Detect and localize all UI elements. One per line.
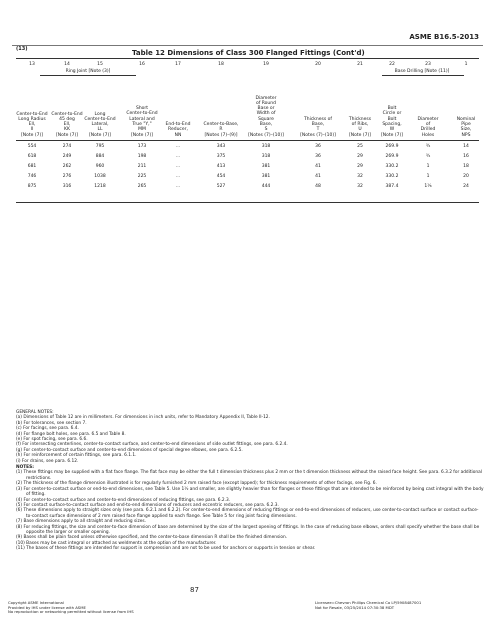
note-item: (9) Bases shall be plain faced unless otherwise specified, and the center-to-base dimension R shall be the finished dimension.: [16, 535, 288, 541]
column-header-line: S: [264, 127, 268, 133]
header-bottom-rule: [16, 140, 479, 141]
table-cell: 454: [216, 174, 226, 179]
column-header-line: Center-to-End: [16, 111, 48, 117]
note-item: (7) Base dimensions apply to all straight and reducing sizes.: [16, 519, 146, 525]
table-cell: 795: [95, 144, 105, 149]
column-header-line: Center-to-End: [51, 111, 83, 117]
footer-licensee: [315, 601, 421, 610]
general-notes-heading: GENERAL NOTES:: [16, 410, 54, 415]
column-header-line: End-to-End: [165, 122, 191, 128]
ring-joint-rule: [40, 75, 136, 76]
column-number: 21: [357, 62, 363, 67]
table-cell: 413: [216, 164, 226, 169]
footer-line: Licensee=Chevron Phillips Chemical Co LP/5908487001: [315, 600, 422, 605]
column-header: [457, 117, 476, 138]
note-item: (g) For center-to-contact surface and center-to-end dimensions of special degree elbows, see para. 6.2.5.: [16, 447, 243, 453]
note-item: (11) The bases of these fittings are intended for support in compression and are not to be used for anchors or supports in tension or shear.: [16, 546, 316, 552]
column-number: 1: [464, 62, 468, 67]
column-header-line: Reducer,: [168, 127, 188, 133]
column-header-line: [Note (7)]: [381, 132, 403, 138]
table-cell: ...: [175, 144, 181, 149]
column-header-line: Base,: [259, 122, 273, 128]
column-header: [166, 122, 191, 138]
table-cell: 265: [137, 184, 147, 189]
column-header-line: [Note (7)]: [21, 132, 43, 138]
table-cell: 1: [426, 174, 430, 179]
table-cell: ...: [175, 154, 181, 159]
column-header-line: [Note (7)]: [131, 132, 153, 138]
table-cell: 32: [357, 184, 363, 189]
table-cell: 527: [216, 184, 226, 189]
table-cell: ...: [175, 174, 181, 179]
table-cell: 330.2: [385, 174, 399, 179]
column-header-line: Diameter: [255, 95, 277, 101]
column-header-line: II: [30, 127, 34, 133]
column-header-line: Pipe: [461, 122, 471, 128]
column-header: [126, 106, 157, 138]
column-header-line: MM: [138, 127, 146, 133]
column-header-line: R: [219, 127, 223, 133]
column-number: 15: [97, 62, 103, 67]
column-header-line: [Note (7)]: [56, 132, 78, 138]
table-cell: ...: [175, 184, 181, 189]
table-cell: 375: [216, 154, 226, 159]
table-cell: ¾: [425, 144, 431, 149]
column-header-line: of Ribs,: [351, 122, 369, 128]
revision-marker: (13): [16, 46, 28, 52]
table-cell: 960: [95, 164, 105, 169]
notes-list: [16, 470, 484, 551]
column-header-line: Size,: [460, 127, 472, 133]
table-top-rule: [16, 58, 479, 59]
note-item: (5) For contact surface-to-contact surface and end-to-end dimensions of reducers and eccentric reducers, see para. 6.2.3.: [16, 502, 279, 508]
column-number: 18: [218, 62, 224, 67]
table-cell: 18: [463, 164, 469, 169]
table-cell: 25: [357, 144, 363, 149]
column-header-line: Lateral,: [91, 122, 109, 128]
table-cell: 262: [62, 164, 72, 169]
table-cell: 318: [261, 144, 271, 149]
column-header-line: Spacing,: [382, 122, 402, 128]
table-cell: 746: [27, 174, 37, 179]
table-cell: 316: [62, 184, 72, 189]
note-item: (10) Bases may be cast integral or attached as weldments at the option of the manufacturer.: [16, 540, 217, 546]
column-header-line: True "Y,": [132, 122, 152, 128]
table-cell: 274: [62, 144, 72, 149]
column-header: [204, 122, 239, 138]
table-cell: 24: [463, 184, 469, 189]
column-number: 22: [389, 62, 395, 67]
group-header-base-drilling: Base Drilling [Note (11)]: [394, 69, 450, 74]
table-cell: 269.9: [385, 144, 399, 149]
column-header-line: Holes: [421, 132, 435, 138]
table-title: Table 12 Dimensions of Class 300 Flanged Fittings (Cont'd): [132, 49, 365, 57]
column-header-line: LL: [97, 127, 103, 133]
table-cell: 1218: [94, 184, 106, 189]
column-header-line: Ell,: [63, 122, 71, 128]
table-cell: 1038: [94, 174, 106, 179]
group-header-ring-joint: Ring Joint [Note (3)]: [65, 69, 111, 74]
table-cell: 618: [27, 154, 37, 159]
column-header-line: Bolt: [387, 106, 397, 112]
column-header-line: Base or: [257, 106, 275, 112]
footer-line: Not for Resale, 03/25/2014 07:30:38 MDT: [315, 604, 395, 610]
column-header-line: T: [316, 127, 320, 133]
column-header-line: KK: [64, 127, 70, 133]
table-cell: 29: [357, 164, 363, 169]
table-cell: 444: [261, 184, 271, 189]
table-cell: 20: [463, 174, 469, 179]
table-cell: ¾: [425, 154, 431, 159]
column-header: [417, 117, 438, 138]
note-item: (b) For tolerances, see section 7.: [16, 420, 87, 426]
column-header-line: Width of: [256, 111, 276, 117]
table-cell: 330.2: [385, 164, 399, 169]
note-item: (e) For spot facing, see para. 6.6.: [16, 437, 88, 443]
note-item: (a) Dimensions of Table 12 are in millimeters. For dimensions in inch units, refer to Mandatory Appendix II, Table II-12.: [16, 415, 270, 421]
column-header-line: of: [425, 122, 431, 128]
column-header-line: Bolt: [387, 116, 397, 122]
note-item: (c) For facings, see para. 6.4.: [16, 426, 79, 432]
column-header-line: W: [389, 127, 395, 133]
column-header-line: Circle or: [382, 111, 402, 117]
column-header-line: Base,: [311, 122, 325, 128]
column-number: 20: [315, 62, 321, 67]
notes-section: [16, 410, 484, 552]
table-cell: 381: [261, 164, 271, 169]
column-header-line: Drilled: [420, 127, 436, 133]
note-item: (6) These dimensions apply to straight sizes only (see para. 6.2.1 and 6.2.2). For center-to-end dimensions of reducing fittings or end-to-end dimensions of reducers, use center-to-contact surface or contact surface-to-contact surface dimensions of 2 mm raised face flange applied to each flange. See Table 5 for ring joint facing dimensions.: [16, 508, 479, 519]
column-header-line: [Note (7)]: [89, 132, 111, 138]
footer-line: No reproduction or networking permitted without license from IHS: [8, 609, 134, 615]
note-item: (h) For reinforcement of certain fittings, see para. 6.1.1.: [16, 453, 137, 459]
column-header-line: NN: [174, 132, 182, 138]
column-header-line: Long: [94, 111, 106, 117]
column-header-line: Lateral and: [129, 116, 155, 122]
table-cell: 1⅛: [424, 184, 432, 189]
column-header-line: Center-to-End: [126, 111, 158, 117]
table-cell: 211: [137, 164, 147, 169]
column-header-line: [Notes (7)–(9)]: [204, 132, 238, 138]
table-cell: 29: [357, 154, 363, 159]
table-cell: 36: [315, 154, 321, 159]
column-header-line: NPS: [461, 132, 471, 138]
column-header: [51, 112, 82, 138]
column-header-line: Thickness: [348, 116, 372, 122]
table-cell: 48: [315, 184, 321, 189]
standard-header: ASME B16.5-2013: [409, 33, 479, 41]
note-item: (8) For reducing fittings, the size and center-to-face dimension of base are determined by the size of the largest opening of fittings. In the case of reducing base elbows, orders shall specify whether the base shall be opposite the larger or smaller opening.: [16, 524, 480, 535]
table-cell: 41: [315, 164, 321, 169]
column-header-line: U: [358, 127, 362, 133]
table-cell: 387.4: [385, 184, 399, 189]
notes-heading: NOTES:: [16, 465, 34, 471]
column-header-line: Thickness of: [303, 116, 332, 122]
note-item: (1) These fittings may be supplied with a flat face flange. The flat face may be either the full t dimension thickness plus 2 mm or the t dimension thickness without the raised face height. See para. 6.3.2 for additional restrictions.: [16, 470, 482, 481]
note-item: (f) For intersecting centerlines, center-to-contact surface, and center-to-end dimensions of side outlet fittings, see para. 6.2.4.: [16, 442, 288, 448]
table-cell: 884: [95, 154, 105, 159]
note-item: (i) For drains, see para. 6.12.: [16, 458, 79, 464]
table-cell: 318: [261, 154, 271, 159]
column-header: [84, 112, 115, 138]
column-header-line: Diameter: [417, 116, 439, 122]
table-cell: 381: [261, 174, 271, 179]
table-cell: ...: [175, 164, 181, 169]
table-cell: 343: [216, 144, 226, 149]
footer-line: Copyright ASME International: [8, 600, 64, 605]
table-cell: 32: [357, 174, 363, 179]
table-cell: 276: [62, 174, 72, 179]
column-header-line: Center-to-End: [84, 116, 116, 122]
note-item: (2) The thickness of the flange dimension illustrated is for regularly furnished 2 mm raised face (except lapped); for thickness requirements of other facings, see Fig. 6.: [16, 481, 377, 487]
table-cell: 1: [426, 164, 430, 169]
column-header: [16, 112, 47, 138]
column-header-line: Square: [258, 116, 274, 122]
table-cell: 554: [27, 144, 37, 149]
base-drilling-rule: [382, 75, 464, 76]
table-cell: 14: [463, 144, 469, 149]
column-header: [381, 106, 403, 138]
footer-line: Provided by IHS under license with ASME: [8, 604, 86, 610]
column-number: 23: [425, 62, 431, 67]
column-header-line: Ell,: [28, 122, 36, 128]
column-number: 19: [263, 62, 269, 67]
table-bottom-rule: [16, 202, 479, 203]
column-header-line: Long Radius: [18, 116, 46, 122]
column-header-line: [Note (7)]: [349, 132, 371, 138]
table-cell: 249: [62, 154, 72, 159]
column-number: 16: [139, 62, 145, 67]
column-header-line: [Notes (7)–(10)]: [248, 132, 284, 138]
table-cell: 41: [315, 174, 321, 179]
column-header: [248, 96, 284, 138]
table-cell: 269.9: [385, 154, 399, 159]
table-cell: 16: [463, 154, 469, 159]
column-header-line: 45 deg: [59, 116, 75, 122]
column-number: 13: [29, 62, 35, 67]
column-number: 14: [64, 62, 70, 67]
column-header-line: Short: [135, 106, 149, 112]
general-notes-list: [16, 415, 484, 464]
footer-copyright: [8, 601, 134, 615]
column-header-line: Nominal: [456, 116, 476, 122]
table-cell: 36: [315, 144, 321, 149]
column-header: [300, 117, 336, 138]
note-item: (3) For center-to-contact surface or end-to-end dimensions, see Table 5. Use 1¹⁄₂ and smaller, are slightly heavier than for flanges or these fittings that are intended to be reinforced by being cast integral with the body of fitting.: [16, 486, 484, 498]
table-cell: 225: [137, 174, 147, 179]
page-number: 87: [190, 586, 199, 594]
column-header-line: [Notes (7)–(10)]: [300, 132, 336, 138]
table-cell: 875: [27, 184, 37, 189]
column-header-line: of Round: [255, 100, 276, 106]
table-cell: 198: [137, 154, 147, 159]
column-header: [349, 117, 371, 138]
note-item: (4) For center-to-contact surface and center-to-end dimensions of reducing fittings, see para. 6.2.3.: [16, 497, 231, 503]
note-item: (d) For flange bolt holes, see para. 6.5 and Table 8.: [16, 431, 126, 437]
table-cell: 173: [137, 144, 147, 149]
header-rule: [12, 45, 483, 46]
column-number: 17: [175, 62, 181, 67]
table-cell: 681: [27, 164, 37, 169]
column-header-line: Center-to-Base,: [203, 122, 239, 128]
